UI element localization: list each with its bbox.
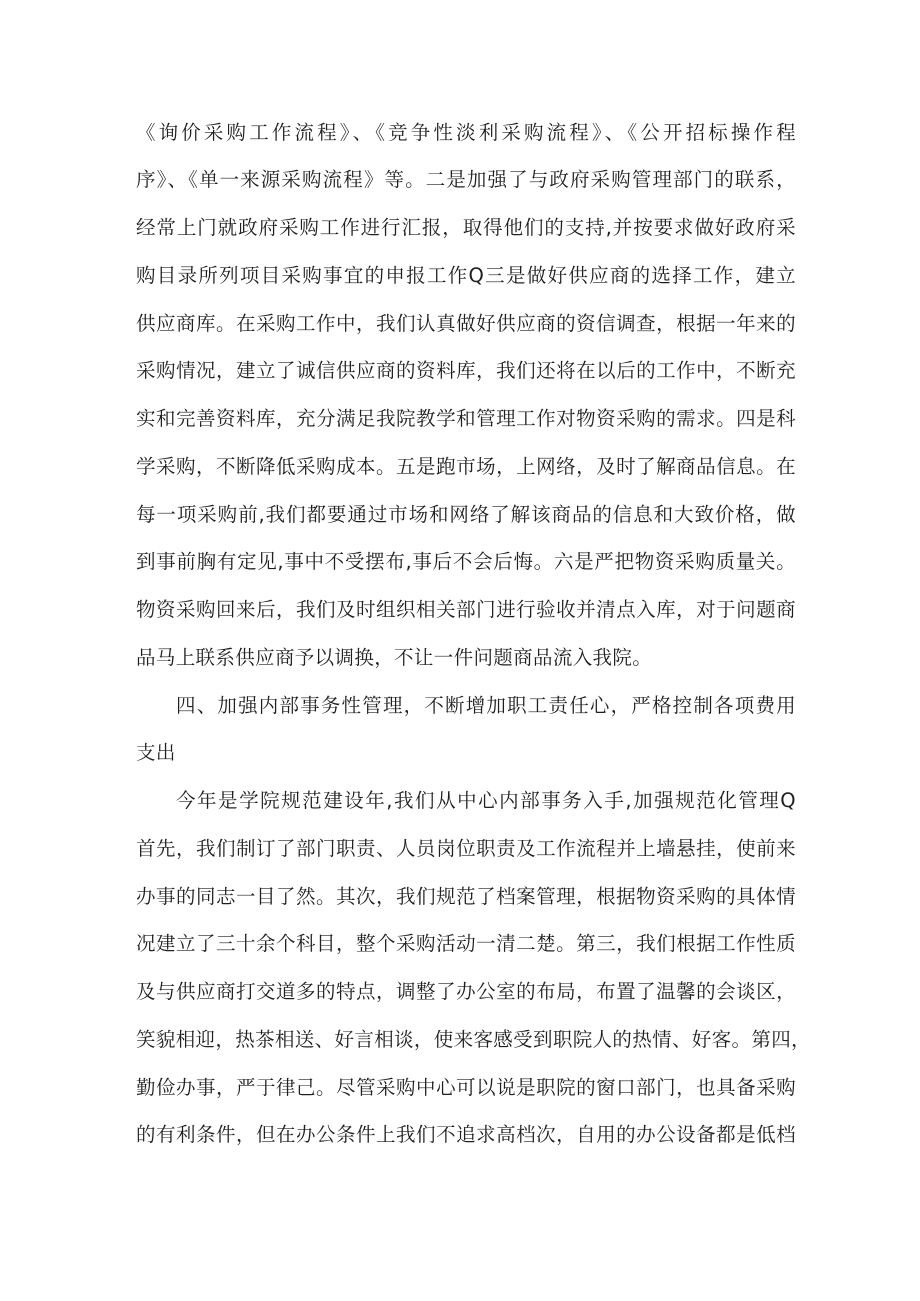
paragraph-line: 的有利条件，但在办公条件上我们不追求高档次，自用的办公设备都是低档 <box>136 1123 796 1146</box>
paragraph-line: 采购情况，建立了诚信供应商的资料库，我们还将在以后的工作中，不断充 <box>136 359 796 382</box>
paragraph-line: 供应商库。在采购工作中，我们认真做好供应商的资信调查，根据一年来的 <box>136 312 796 335</box>
paragraph-line: 每一项采购前,我们都要通过市场和网络了解该商品的信息和大致价格，做 <box>136 503 796 526</box>
paragraph-line: 到事前胸有定见,事中不受摆布,事后不会后悔。六是严把物资采购质量关。 <box>136 550 796 573</box>
paragraph-line: 今年是学院规范建设年,我们从中心内部事务入手,加强规范化管理Q <box>176 789 796 812</box>
paragraph-line: 实和完善资料库，充分满足我院教学和管理工作对物资采购的需求。四是科 <box>136 407 796 430</box>
paragraph-line: 序》、《单一来源采购流程》等。二是加强了与政府采购管理部门的联系， <box>136 168 796 191</box>
paragraph-line: 及与供应商打交道多的特点，调整了办公室的布局，布置了温馨的会谈区， <box>136 980 796 1003</box>
paragraph-line: 笑貌相迎，热茶相送、好言相谈，使来客感受到职院人的热情、好客。第四， <box>136 1028 811 1051</box>
paragraph-line: 购目录所列项目采购事宜的申报工作Q三是做好供应商的选择工作，建立 <box>136 264 796 287</box>
paragraph-line: 经常上门就政府采购工作进行汇报，取得他们的支持,并按要求做好政府采 <box>136 216 796 239</box>
paragraph-line: 品马上联系供应商予以调换，不让一件问题商品流入我院。 <box>136 646 653 669</box>
paragraph-line: 首先，我们制订了部门职责、人员岗位职责及工作流程并上墙悬挂，使前来 <box>136 837 796 860</box>
paragraph-line: 学采购，不断降低采购成本。五是跑市场，上网络，及时了解商品信息。在 <box>136 455 796 478</box>
paragraph-line: 况建立了三十余个科目，整个采购活动一清二楚。第三，我们根据工作性质 <box>136 932 796 955</box>
section-heading-continuation: 支出 <box>136 741 176 764</box>
paragraph-line: 《询价采购工作流程》、《竞争性淡利采购流程》、《公开招标操作程 <box>136 121 796 144</box>
paragraph-line: 办事的同志一目了然。其次，我们规范了档案管理，根据物资采购的具体情 <box>136 885 796 908</box>
paragraph-line: 勤俭办事，严于律己。尽管采购中心可以说是职院的窗口部门，也具备采购 <box>136 1076 796 1099</box>
paragraph-line: 物资采购回来后，我们及时组织相关部门进行验收并清点入库，对于问题商 <box>136 598 796 621</box>
section-heading: 四、加强内部事务性管理，不断增加职工责任心，严格控制各项费用 <box>176 694 796 717</box>
